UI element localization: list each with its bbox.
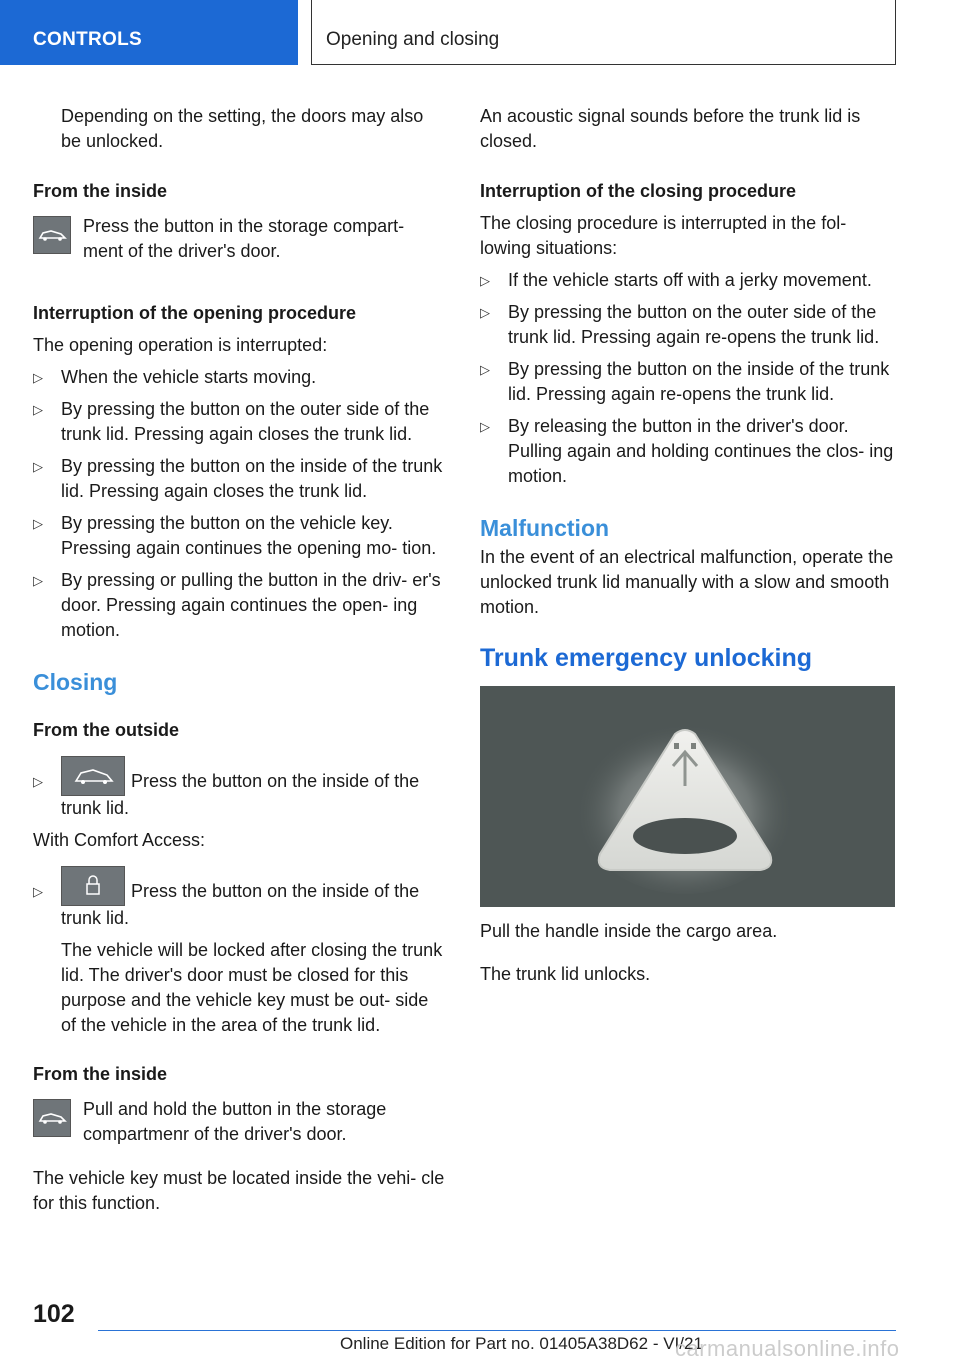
list-item-text: By pressing the button on the vehicle key. Pressing again continues the opening mo- tion. bbox=[61, 513, 437, 558]
triangle-bullet-icon: ▷ bbox=[480, 273, 490, 288]
heading-closing: Closing bbox=[33, 669, 118, 695]
icon-paragraph bbox=[33, 214, 448, 264]
list-item bbox=[480, 300, 896, 350]
paragraph: Pull the handle inside the cargo area. bbox=[480, 921, 778, 941]
trunk-button-icon bbox=[33, 1099, 71, 1137]
heading-malfunction: Malfunction bbox=[480, 515, 610, 541]
icon-paragraph bbox=[33, 1097, 448, 1147]
page-number: 102 bbox=[33, 1300, 75, 1328]
subheading-from-outside: From the outside bbox=[33, 720, 180, 740]
paragraph: In the event of an electrical malfunction, operate the unlocked trunk lid manually with a slow and smooth motion. bbox=[480, 547, 894, 617]
trunk-button-icon bbox=[33, 216, 71, 254]
triangle-bullet-icon: ▷ bbox=[480, 305, 490, 320]
item-text: Press the button on the inside of the trunk lid. bbox=[61, 771, 420, 818]
list-item-text: When the vehicle starts moving. bbox=[61, 367, 317, 387]
subheading-from-inside: From the inside bbox=[33, 181, 168, 201]
list-item-text: By pressing the button on the inside of the trunk lid. Pressing again re-opens the trunk lid. bbox=[508, 359, 890, 404]
list-item-text: By pressing the button on the outer side of the trunk lid. Pressing again re-opens the trunk lid. bbox=[508, 302, 880, 347]
paragraph: The closing procedure is interrupted in the fol- lowing situations: bbox=[480, 213, 847, 258]
triangle-bullet-icon: ▷ bbox=[33, 459, 43, 474]
bullet-list bbox=[480, 268, 896, 489]
list-item bbox=[480, 414, 896, 489]
triangle-bullet-icon: ▷ bbox=[33, 573, 43, 588]
heading-trunk-emergency-unlocking: Trunk emergency unlocking bbox=[480, 644, 813, 672]
right-column bbox=[480, 104, 896, 987]
triangle-bullet-icon: ▷ bbox=[33, 884, 43, 899]
list-item bbox=[33, 365, 448, 390]
triangle-bullet-icon: ▷ bbox=[33, 402, 43, 417]
triangle-bullet-icon: ▷ bbox=[33, 774, 43, 789]
list-item-text bbox=[61, 756, 448, 821]
bullet-list bbox=[33, 365, 448, 643]
paragraph: The opening operation is interrupted: bbox=[33, 335, 328, 355]
list-item bbox=[33, 866, 448, 1038]
list-item bbox=[480, 268, 896, 293]
list-item bbox=[33, 511, 448, 561]
paragraph: An acoustic signal sounds before the trunk lid is closed. bbox=[480, 106, 861, 151]
trunk-button-icon bbox=[61, 756, 125, 796]
emergency-handle-photo bbox=[480, 686, 895, 907]
paragraph: Press the button in the storage compart- ment of the driver's door. bbox=[83, 216, 405, 261]
section-label: CONTROLS bbox=[33, 29, 143, 50]
list-item-text: By pressing or pulling the button in the driv- er's door. Pressing again continues the open- ing motion. bbox=[61, 570, 441, 640]
chapter-header bbox=[311, 0, 896, 65]
list-item bbox=[33, 397, 448, 447]
list-item-text: By releasing the button in the driver's door. Pulling again and holding continues the clos- ing motion. bbox=[508, 416, 894, 486]
edition-note: Online Edition for Part no. 01405A38D62 - VI/21 bbox=[340, 1334, 703, 1353]
paragraph: The vehicle will be locked after closing the trunk lid. The driver's door must be closed for this purpose and the vehicle key must be out- side of the vehicle in the area of the trunk lid. bbox=[61, 940, 443, 1035]
triangle-bullet-icon: ▷ bbox=[33, 370, 43, 385]
list-item-text: By pressing the button on the inside of the trunk lid. Pressing again closes the trunk lid. bbox=[61, 456, 443, 501]
subheading-interruption-opening: Interruption of the opening procedure bbox=[33, 303, 356, 323]
list-item-text: By pressing the button on the outer side of the trunk lid. Pressing again closes the trunk lid. bbox=[61, 399, 430, 444]
watermark: carmanualsonline.info bbox=[675, 1336, 900, 1361]
footer-divider bbox=[98, 1330, 896, 1331]
list-item-text bbox=[61, 866, 448, 931]
chapter-title: Opening and closing bbox=[326, 29, 500, 50]
left-column bbox=[33, 104, 448, 1216]
list-item bbox=[33, 568, 448, 643]
subheading-from-inside-2: From the inside bbox=[33, 1064, 168, 1084]
lock-button-icon bbox=[61, 866, 125, 906]
list-item bbox=[480, 357, 896, 407]
paragraph: Depending on the setting, the doors may also be unlocked. bbox=[61, 106, 424, 151]
triangle-bullet-icon: ▷ bbox=[480, 362, 490, 377]
item-text: Press the button on the inside of the trunk lid. bbox=[61, 881, 420, 928]
list-item bbox=[33, 454, 448, 504]
list-item-text: If the vehicle starts off with a jerky movement. bbox=[508, 270, 872, 290]
paragraph: Pull and hold the button in the storage compartmenr of the driver's door. bbox=[83, 1099, 387, 1144]
paragraph: The vehicle key must be located inside the vehi- cle for this function. bbox=[33, 1168, 445, 1213]
triangle-bullet-icon: ▷ bbox=[33, 516, 43, 531]
paragraph: With Comfort Access: bbox=[33, 830, 206, 850]
paragraph: The trunk lid unlocks. bbox=[480, 964, 651, 984]
section-tab bbox=[0, 0, 298, 65]
triangle-bullet-icon: ▷ bbox=[480, 419, 490, 434]
list-item bbox=[33, 756, 448, 821]
subheading-interruption-closing: Interruption of the closing procedure bbox=[480, 181, 797, 201]
